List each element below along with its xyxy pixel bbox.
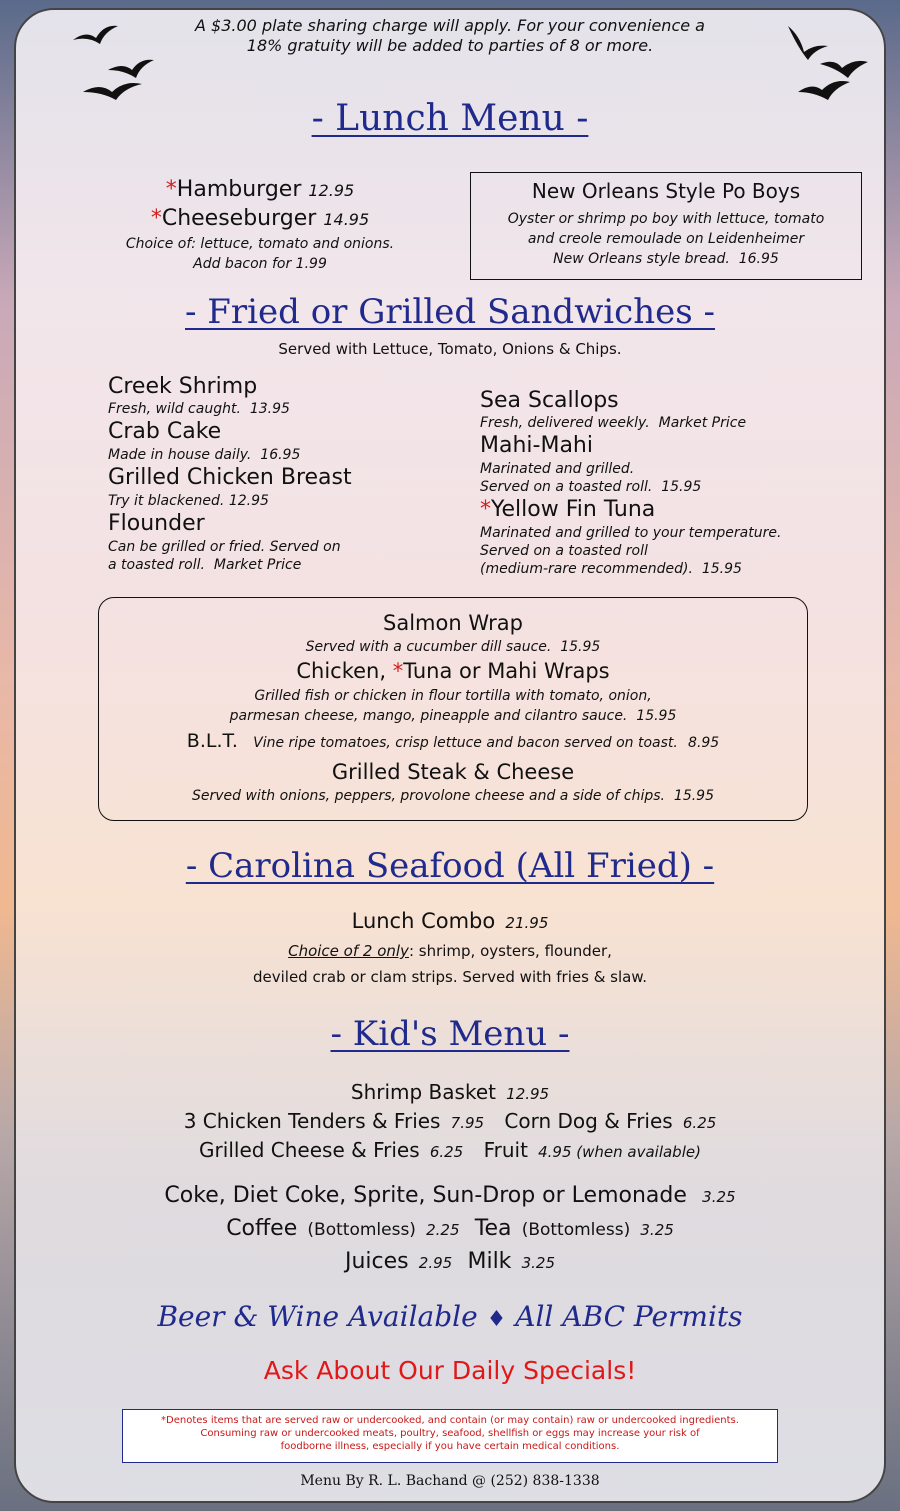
flounder-name: Flounder [108,511,205,536]
salmon-wrap-desc [99,638,807,656]
flounder-desc-2 [108,556,448,574]
creek-shrimp-price: 13.95 [249,401,290,417]
scallops-desc [480,414,870,432]
combo-choice-rest: : shrimp, oysters, flounder, [408,942,612,960]
burgers-section [100,176,420,274]
wraps-box [98,597,808,821]
milk-price: 3.25 [521,1254,555,1272]
sandwiches-heading: - Fried or Grilled Sandwiches - [185,292,715,332]
diamond-icon: ♦ [486,1307,507,1332]
poboy-desc-3-text: New Orleans style bread. [553,251,730,267]
disclaimer-line-1 [123,1414,777,1427]
corndog-price: 6.25 [682,1114,717,1132]
coffee-price: 2.25 [426,1221,460,1239]
soda-price: 3.25 [702,1188,736,1206]
mahi-price: 15.95 [661,479,702,495]
tuna-name: Yellow Fin Tuna [491,497,656,522]
scallops-name: Sea Scallops [480,388,619,413]
corndog-name: Corn Dog & Fries [504,1109,673,1133]
tea-price: 3.25 [640,1221,674,1239]
grilled-chicken-name: Grilled Chicken Breast [108,465,352,490]
mahi-desc-2-text: Served on a toasted roll. [480,479,653,495]
scallops-desc-text: Fresh, delivered weekly. [480,415,650,431]
notice [120,16,780,56]
burger-choice: Choice of: lettuce, tomato and onions. [125,236,395,252]
chicken-wraps-desc-2-text: parmesan cheese, mango, pineapple and cilantro sauce. [229,708,628,724]
steak-desc [99,786,807,806]
hamburger-row [100,176,420,205]
juices-name: Juices [344,1249,409,1274]
tuna-desc-1: Marinated and grilled to your temperature. [480,525,782,541]
bird-icon [108,60,154,78]
coffee-tea-row [0,1213,900,1246]
poboy-desc-3 [471,249,861,269]
milk-name: Milk [467,1249,512,1274]
beer-wine-left: Beer & Wine Available [157,1300,478,1333]
grilled-cheese-name: Grilled Cheese & Fries [199,1138,420,1162]
salmon-wrap-name: Salmon Wrap [383,611,523,635]
chicken-wraps-desc-2 [99,706,807,726]
juice-milk-row [0,1246,900,1279]
tuna-desc-3-text: (medium-rare recommended). [480,561,693,577]
salmon-wrap-desc-text: Served with a cucumber dill sauce. [305,639,552,655]
sandwiches-left [108,374,448,574]
grilled-chicken-desc [108,492,448,510]
tenders-price: 7.95 [450,1114,485,1132]
bird-icon [73,26,118,44]
steak-desc-text: Served with onions, peppers, provolone cheese and a side of chips. [191,788,666,804]
mahi-desc-2 [480,478,870,496]
fruit-name: Fruit [483,1138,528,1162]
grilled-cheese-price: 6.25 [429,1143,464,1161]
coffee-name: Coffee [226,1216,298,1241]
disclaimer-box [122,1409,778,1463]
shrimp-basket-price: 12.95 [506,1085,550,1103]
lunch-combo-name: Lunch Combo [351,909,496,933]
seafood-heading: - Carolina Seafood (All Fried) - [185,846,715,886]
chicken-wraps-name-b: Tuna or Mahi Wraps [403,659,610,683]
beer-wine-line [0,1300,900,1333]
burger-bacon: Add bacon for 1.99 [193,256,327,272]
lunch-combo-row [0,906,900,938]
lunch-heading: - Lunch Menu - [311,98,589,139]
chicken-wraps-desc-1: Grilled fish or chicken in flour tortilla with tomato, onion, [254,688,652,704]
mahi-desc-1: Marinated and grilled. [480,461,635,477]
combo-choice-2: deviled crab or clam strips. Served with fries & slaw. [252,968,647,986]
tenders-name: 3 Chicken Tenders & Fries [183,1109,441,1133]
crab-cake-name: Crab Cake [108,419,222,444]
drinks-section [0,1180,900,1279]
cheese-row [0,1136,900,1166]
bird-icon [820,61,868,78]
grilled-chicken-price: 12.95 [228,493,269,509]
chicken-wraps-name-a: Chicken, [296,659,393,683]
grilled-chicken-desc-text: Try it blackened. [108,493,225,509]
scallops-price: Market Price [658,415,747,431]
bird-icon [788,26,828,60]
lunch-combo-price: 21.95 [505,914,549,932]
tea-name: Tea [474,1216,512,1241]
tea-note: (Bottomless) [521,1220,631,1240]
coffee-note: (Bottomless) [307,1220,416,1240]
raw-star: * [392,659,404,683]
raw-star: * [161,1415,167,1426]
tuna-price: 15.95 [701,561,742,577]
flounder-desc-2-text: a toasted roll. [108,557,205,573]
daily-specials: Ask About Our Daily Specials! [263,1356,637,1385]
sandwiches-right [480,388,870,578]
kids-section [0,1078,900,1166]
poboy-box [470,172,862,280]
shrimp-basket-name: Shrimp Basket [350,1080,496,1104]
crab-cake-desc-text: Made in house daily. [108,447,252,463]
hamburger-price: 12.95 [308,181,355,200]
flounder-price: Market Price [213,557,302,573]
hamburger-name: Hamburger [176,177,302,202]
chicken-wraps-name [99,656,807,686]
poboy-price: 16.95 [738,251,779,267]
raw-star: * [150,206,162,231]
crab-cake-desc [108,446,448,464]
blt-name: B.L.T. [186,730,238,752]
crab-cake-price: 16.95 [260,447,301,463]
notice-line-2: 18% gratuity will be added to parties of 8 or more. [246,36,654,55]
tuna-desc-2: Served on a toasted roll [480,543,648,559]
soda-name: Coke, Diet Coke, Sprite, Sun-Drop or Lemonade [164,1183,687,1208]
poboy-desc-2: and creole remoulade on Leidenheimer [527,231,805,247]
steak-price: 15.95 [673,788,715,804]
creek-shrimp-desc [108,400,448,418]
notice-line-1: A $3.00 plate sharing charge will apply. For your convenience a [195,16,705,35]
juices-price: 2.95 [418,1254,453,1272]
cheeseburger-row [100,205,420,234]
raw-star: * [480,497,491,522]
combo-choice [0,938,900,964]
bird-icon-group-right [780,22,880,107]
raw-star: * [165,177,177,202]
steak-name: Grilled Steak & Cheese [331,760,575,784]
blt-desc: Vine ripe tomatoes, crisp lettuce and bacon served on toast. [253,735,678,751]
poboy-title: New Orleans Style Po Boys [531,179,801,203]
mahi-name: Mahi-Mahi [480,433,593,458]
disclaimer-line-3: foodborne illness, especially if you have certain medical conditions. [280,1441,620,1452]
cheeseburger-price: 14.95 [323,210,370,229]
shrimp-basket-row [0,1078,900,1108]
cheeseburger-name: Cheeseburger [161,206,317,231]
flounder-desc-1: Can be grilled or fried. Served on [108,539,341,555]
salmon-wrap-price: 15.95 [560,639,601,655]
soda-row [0,1180,900,1213]
combo-choice-label: Choice of 2 only [288,942,409,960]
chicken-wraps-price: 15.95 [636,708,677,724]
menu-credit: Menu By R. L. Bachand @ (252) 838-1338 [300,1473,600,1489]
blt-price: 8.95 [688,735,720,751]
disclaimer-line-2: Consuming raw or undercooked meats, poultry, seafood, shellfish or eggs may increase your risk of [200,1428,700,1439]
sandwiches-subheading: Served with Lettuce, Tomato, Onions & Chips. [278,340,622,358]
creek-shrimp-desc-text: Fresh, wild caught. [108,401,241,417]
disclaimer-line-1-text: Denotes items that are served raw or undercooked, and contain (or may contain) raw or undercooked ingredients. [166,1415,739,1426]
tuna-desc-3 [480,560,870,578]
kids-heading: - Kid's Menu - [330,1014,570,1054]
creek-shrimp-name: Creek Shrimp [108,374,258,399]
fruit-price: 4.95 (when available) [538,1143,701,1161]
tuna-name-row [480,496,870,524]
tenders-row [0,1108,900,1136]
seafood-section [0,906,900,990]
beer-wine-right: All ABC Permits [515,1300,743,1333]
blt-row [99,726,807,758]
poboy-desc-1: Oyster or shrimp po boy with lettuce, tomato [507,211,825,227]
